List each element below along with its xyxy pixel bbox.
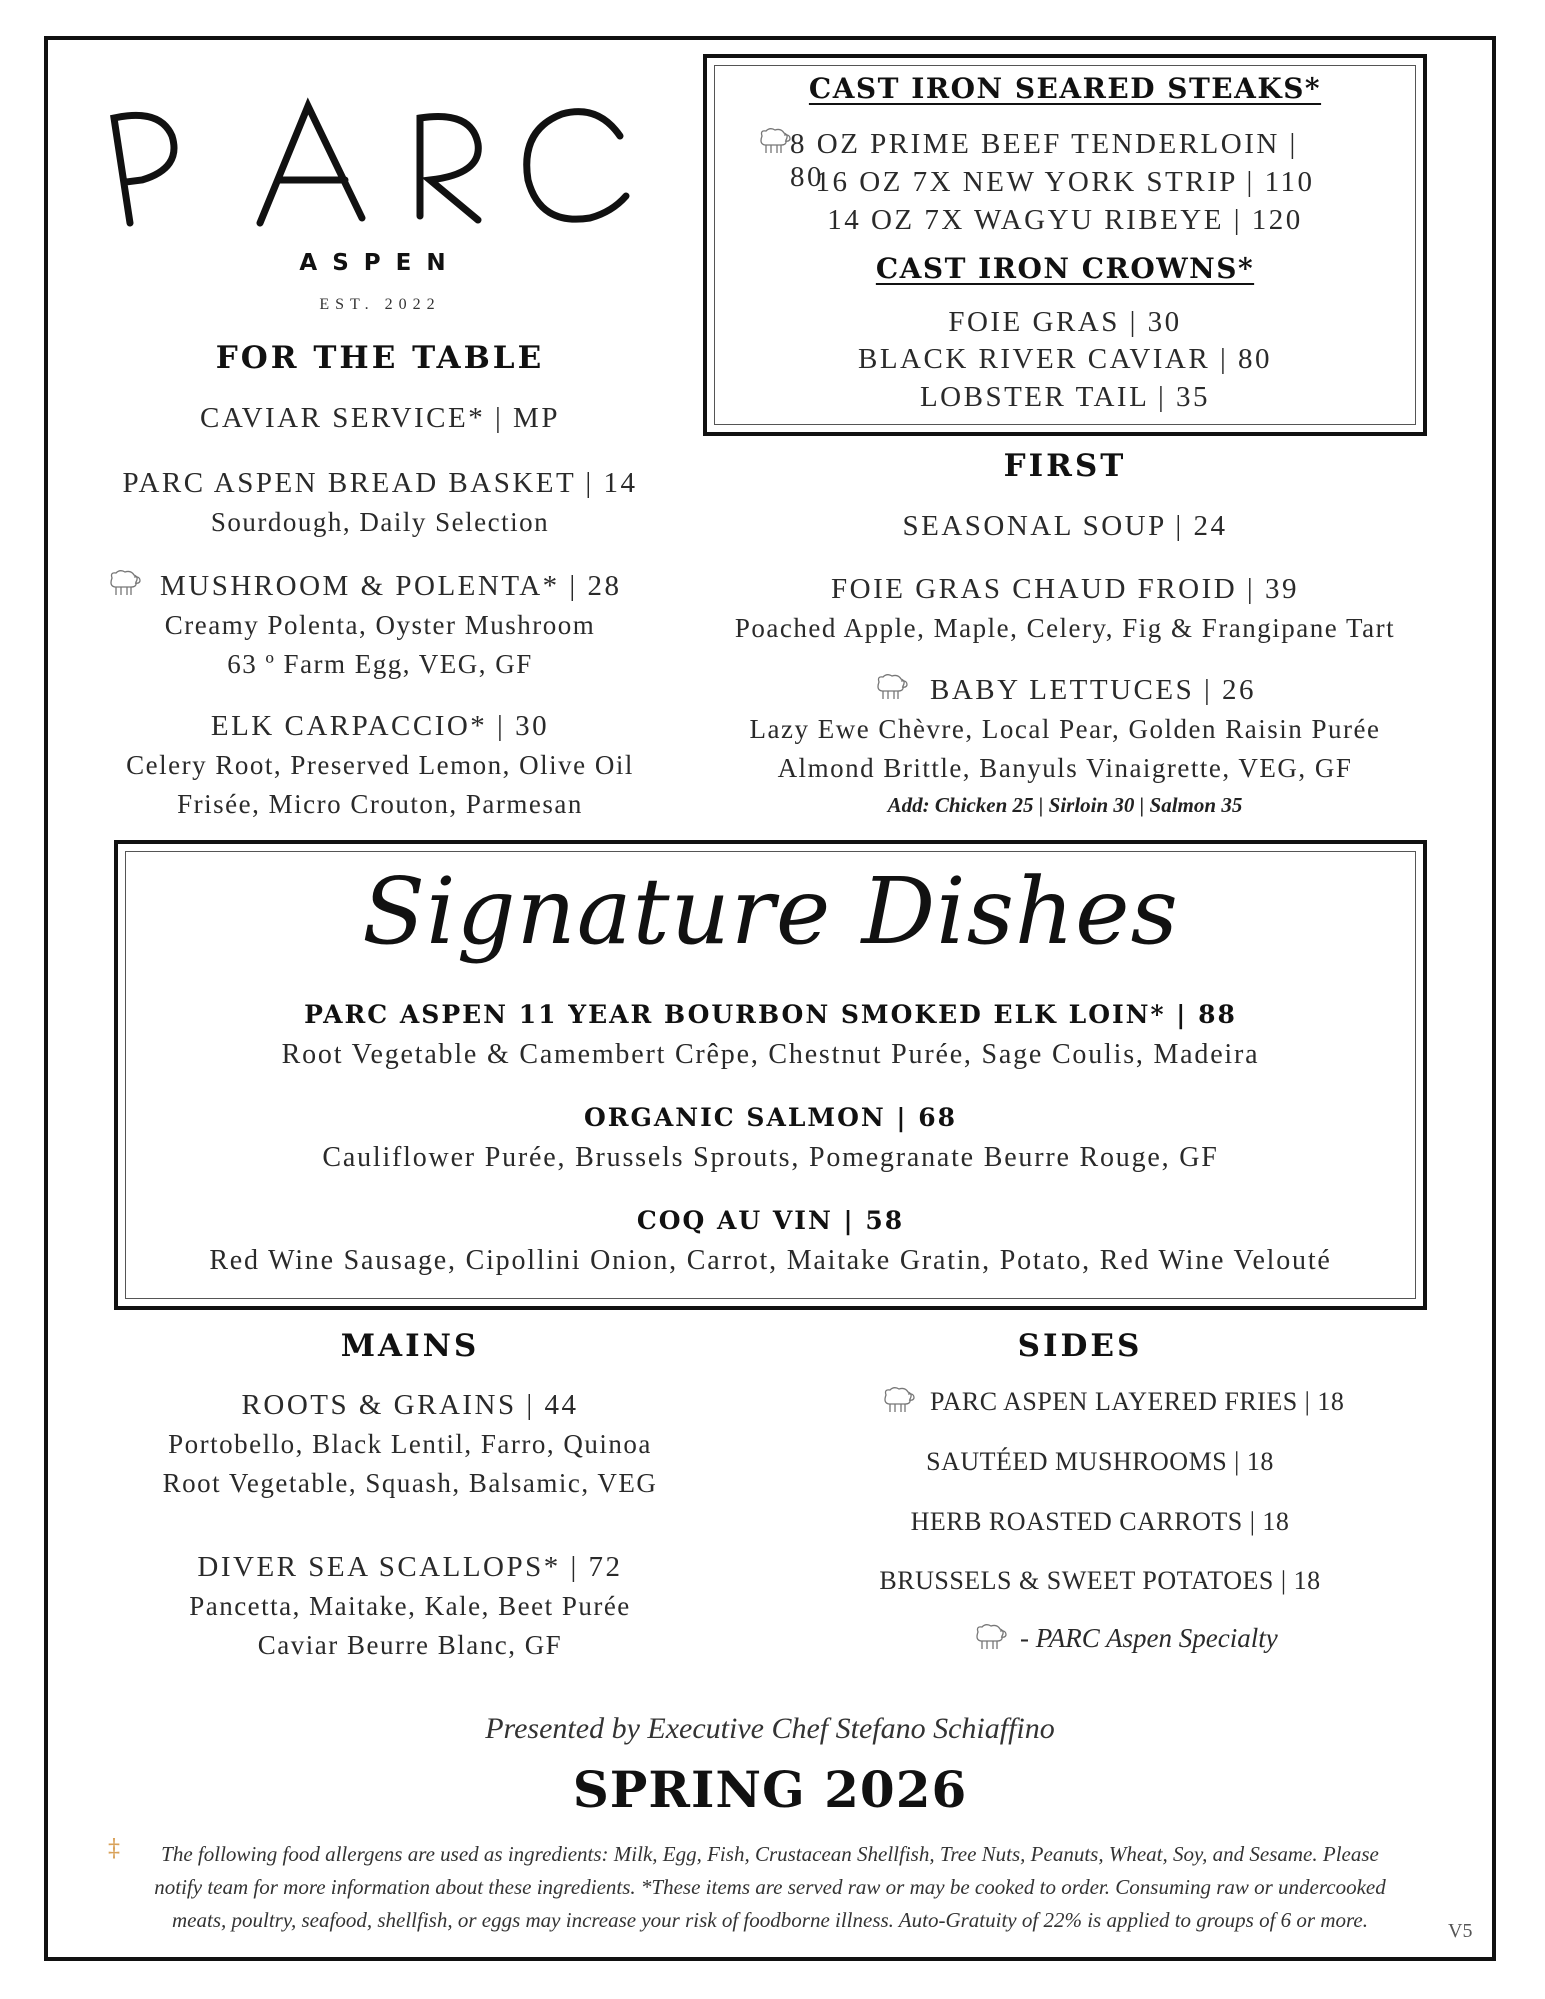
foie-gras-chaud-froid: FOIE GRAS CHAUD FROID | 39: [831, 573, 1299, 605]
mains-title: MAINS: [340, 1328, 480, 1364]
scallops-desc-1: Pancetta, Maitake, Kale, Beet Purée: [189, 1591, 631, 1621]
signature-dish-name: ORGANIC SALMON | 68: [583, 1103, 958, 1132]
seasonal-soup: SEASONAL SOUP | 24: [902, 510, 1228, 542]
season-title: SPRING 2026: [572, 1760, 968, 1819]
lettuces-desc-1: Lazy Ewe Chèvre, Local Pear, Golden Raisin Purée: [749, 714, 1381, 744]
allergen-note-line-3: meats, poultry, seafood, shellfish, or eggs may increase your risk of foodborne illness. Auto-Gratuity of 22% is applied to groups of 6 or more.: [172, 1908, 1368, 1932]
version-label: V5: [1448, 1920, 1473, 1942]
lettuces-desc-2: Almond Brittle, Banyuls Vinaigrette, VEG, GF: [777, 753, 1353, 783]
signature-title: Signature Dishes: [362, 858, 1179, 965]
roots-desc-2: Root Vegetable, Squash, Balsamic, VEG: [162, 1468, 658, 1498]
side-item: HERB ROASTED CARROTS | 18: [910, 1507, 1290, 1536]
crowns-title: CAST IRON CROWNS*: [875, 252, 1255, 285]
elk-desc-1: Celery Root, Preserved Lemon, Olive Oil: [126, 750, 634, 780]
signature-dish-desc: Root Vegetable & Camembert Crêpe, Chestnut Purée, Sage Coulis, Madeira: [281, 1039, 1260, 1070]
side-item: BRUSSELS & SWEET POTATOES | 18: [879, 1566, 1321, 1595]
lamb-icon: [972, 1622, 1008, 1652]
mushroom-desc-2: 63 º Farm Egg, VEG, GF: [227, 649, 533, 679]
crown-item-lobster: LOBSTER TAIL | 35: [919, 381, 1211, 413]
for-the-table-title: FOR THE TABLE: [215, 340, 545, 376]
side-item: PARC ASPEN LAYERED FRIES | 18: [930, 1387, 1345, 1416]
logo: [100, 88, 660, 314]
steak-item-tenderloin: 8 OZ PRIME BEEF TENDERLOIN | 80: [790, 128, 1298, 193]
sides-title: SIDES: [1017, 1328, 1143, 1364]
mushroom-desc-1: Creamy Polenta, Oyster Mushroom: [164, 610, 596, 640]
mushroom-polenta: MUSHROOM & POLENTA* | 28: [160, 570, 622, 602]
steak-item-strip: 16 OZ 7X NEW YORK STRIP | 110: [815, 166, 1315, 198]
roots-desc-1: Portobello, Black Lentil, Farro, Quinoa: [168, 1429, 652, 1459]
specialty-legend: - PARC Aspen Specialty: [1020, 1623, 1278, 1653]
first-title: FIRST: [1003, 448, 1127, 484]
allergen-note-line-1: The following food allergens are used as ingredients: Milk, Egg, Fish, Crustacean Shellfish, Tree Nuts, Peanuts, Wheat, Soy, and Sesame. Please: [161, 1842, 1379, 1866]
logo-established: EST. 2022: [319, 296, 441, 313]
baby-lettuces: BABY LETTUCES | 26: [930, 674, 1257, 706]
signature-dish-desc: Red Wine Sausage, Cipollini Onion, Carrot, Maitake Gratin, Potato, Red Wine Velouté: [209, 1245, 1332, 1276]
scallops-desc-2: Caviar Beurre Blanc, GF: [257, 1630, 563, 1660]
elk-desc-2: Frisée, Micro Crouton, Parmesan: [177, 789, 583, 819]
lamb-icon: [880, 1385, 916, 1415]
foie-desc: Poached Apple, Maple, Celery, Fig & Frangipane Tart: [734, 613, 1396, 643]
steaks-title: CAST IRON SEARED STEAKS*: [808, 72, 1322, 105]
elk-carpaccio: ELK CARPACCIO* | 30: [210, 710, 550, 742]
logo-wordmark: [100, 88, 660, 238]
roots-grains: ROOTS & GRAINS | 44: [241, 1389, 579, 1421]
signature-dish-desc: Cauliflower Purée, Brussels Sprouts, Pomegranate Beurre Rouge, GF: [322, 1142, 1219, 1173]
lamb-icon: [756, 126, 792, 156]
signature-dish-name: COQ AU VIN | 58: [636, 1206, 905, 1235]
bread-basket-desc: Sourdough, Daily Selection: [210, 507, 550, 537]
logo-letter-r: [420, 116, 478, 220]
caviar-service: CAVIAR SERVICE* | MP: [200, 402, 560, 434]
side-item: SAUTÉED MUSHROOMS | 18: [926, 1447, 1274, 1476]
crown-item-foie: FOIE GRAS | 30: [948, 306, 1182, 338]
logo-letter-p: [114, 115, 174, 223]
dagger-mark: ‡: [108, 1834, 120, 1862]
bread-basket: PARC ASPEN BREAD BASKET | 14: [122, 467, 638, 499]
chef-credit: Presented by Executive Chef Stefano Schiaffino: [485, 1712, 1055, 1745]
allergen-note-line-2: notify team for more information about these ingredients. *These items are served raw or may be cooked to order. Consuming raw or undercooked: [154, 1875, 1386, 1899]
lettuces-add-ons: Add: Chicken 25 | Sirloin 30 | Salmon 35: [887, 793, 1243, 817]
sea-scallops: DIVER SEA SCALLOPS* | 72: [197, 1551, 623, 1583]
lamb-icon: [873, 672, 909, 702]
logo-letter-c: [527, 112, 626, 220]
steak-item-ribeye: 14 OZ 7X WAGYU RIBEYE | 120: [827, 204, 1303, 236]
signature-dish-name: PARC ASPEN 11 YEAR BOURBON SMOKED ELK LOIN* | 88: [304, 1000, 1237, 1029]
logo-letter-a: [260, 106, 362, 223]
crown-item-caviar: BLACK RIVER CAVIAR | 80: [857, 343, 1273, 375]
lamb-icon: [106, 568, 142, 598]
logo-subtitle: ASPEN: [299, 250, 461, 276]
